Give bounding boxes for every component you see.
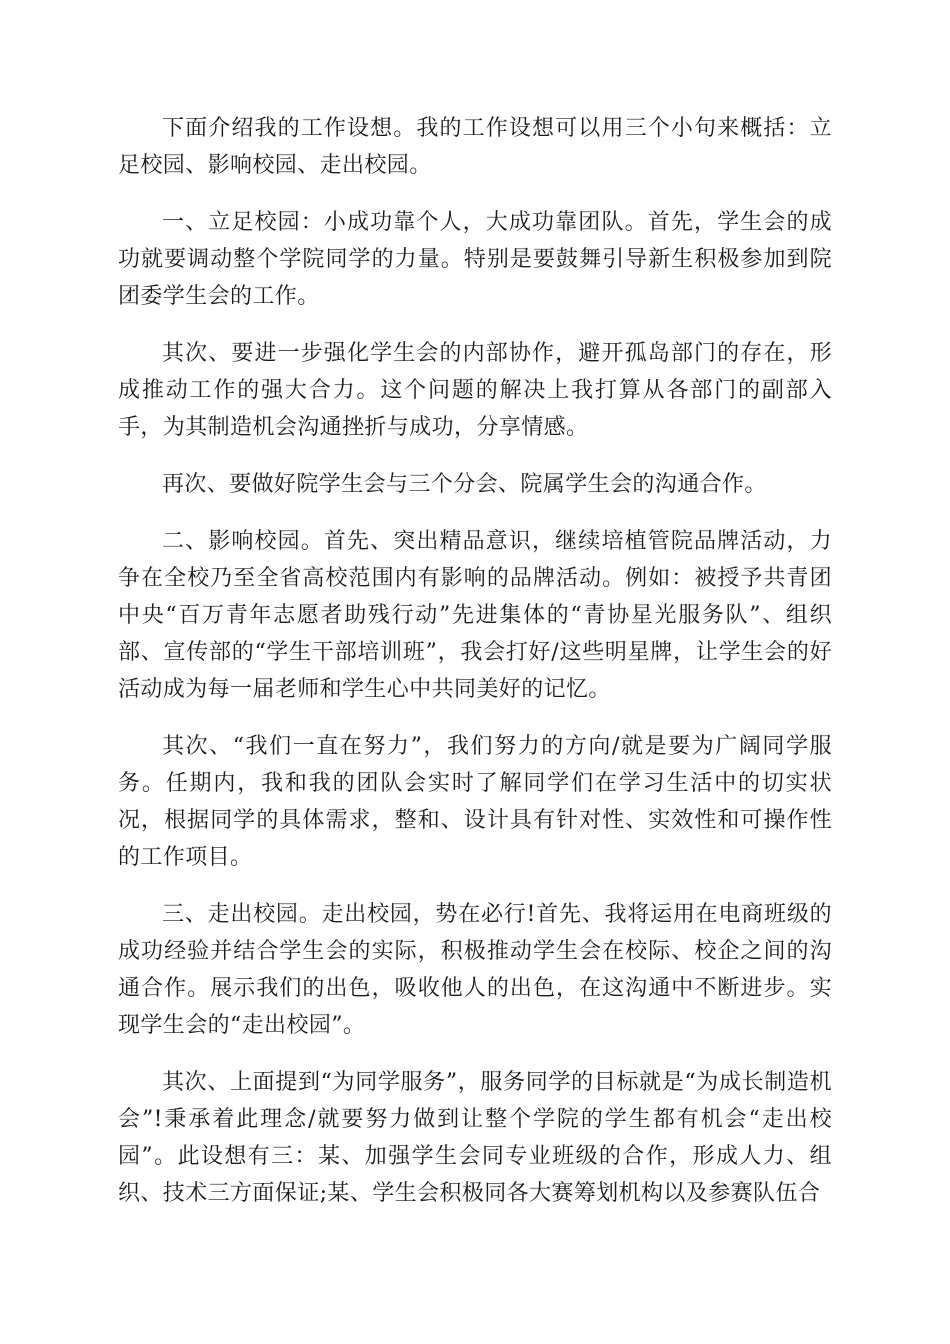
paragraph-section-three: 三、走出校园。走出校园，势在必行!首先、我将运用在电商班级的成功经验并结合学生会的实际，积极推动学生会在校际、校企之间的沟通合作。展示我们的出色，吸收他人的出色，在这沟通中不断进步。实现学生会的“走出校园”。 [118,902,832,1038]
document-body [118,110,832,1232]
paragraph-section-one-second: 其次、要进一步强化学生会的内部协作，避开孤岛部门的存在，形成推动工作的强大合力。这个问题的解决上我打算从各部门的副部入手，为其制造机会沟通挫折与成功，分享情感。 [118,341,832,440]
paragraph-section-three-second: 其次、上面提到“为同学服务”，服务同学的目标就是“为成长制造机会”!秉承着此理念/就要努力做到让整个学院的学生都有机会“走出校园”。此设想有三：某、加强学生会同专业班级的合作，形成人力、组织、技术三方面保证;某、学生会积极同各大赛筹划机构以及参赛队伍合 [118,1070,832,1206]
paragraph-section-two-second: 其次、“我们一直在努力”，我们努力的方向/就是要为广阔同学服务。任期内，我和我的团队会实时了解同学们在学习生活中的切实状况，根据同学的具体需求，整和、设计具有针对性、实效性和可操作性的工作项目。 [118,734,832,870]
paragraph-section-one-third: 再次、要做好院学生会与三个分会、院属学生会的沟通合作。 [162,472,767,497]
paragraph-intro: 下面介绍我的工作设想。我的工作设想可以用三个小句来概括：立足校园、影响校园、走出校园。 [118,116,832,178]
paragraph-section-one: 一、立足校园：小成功靠个人，大成功靠团队。首先，学生会的成功就要调动整个学院同学的力量。特别是要鼓舞引导新生积极参加到院团委学生会的工作。 [118,210,832,309]
paragraph-section-two: 二、影响校园。首先、突出精品意识，继续培植管院品牌活动，力争在全校乃至全省高校范围内有影响的品牌活动。例如：被授予共青团中央“百万青年志愿者助残行动”先进集体的“青协星光服务队”、组织部、宣传部的“学生干部培训班”，我会打好/这些明星牌，让学生会的好活动成为每一届老师和学生心中共同美好的记忆。 [118,529,832,702]
